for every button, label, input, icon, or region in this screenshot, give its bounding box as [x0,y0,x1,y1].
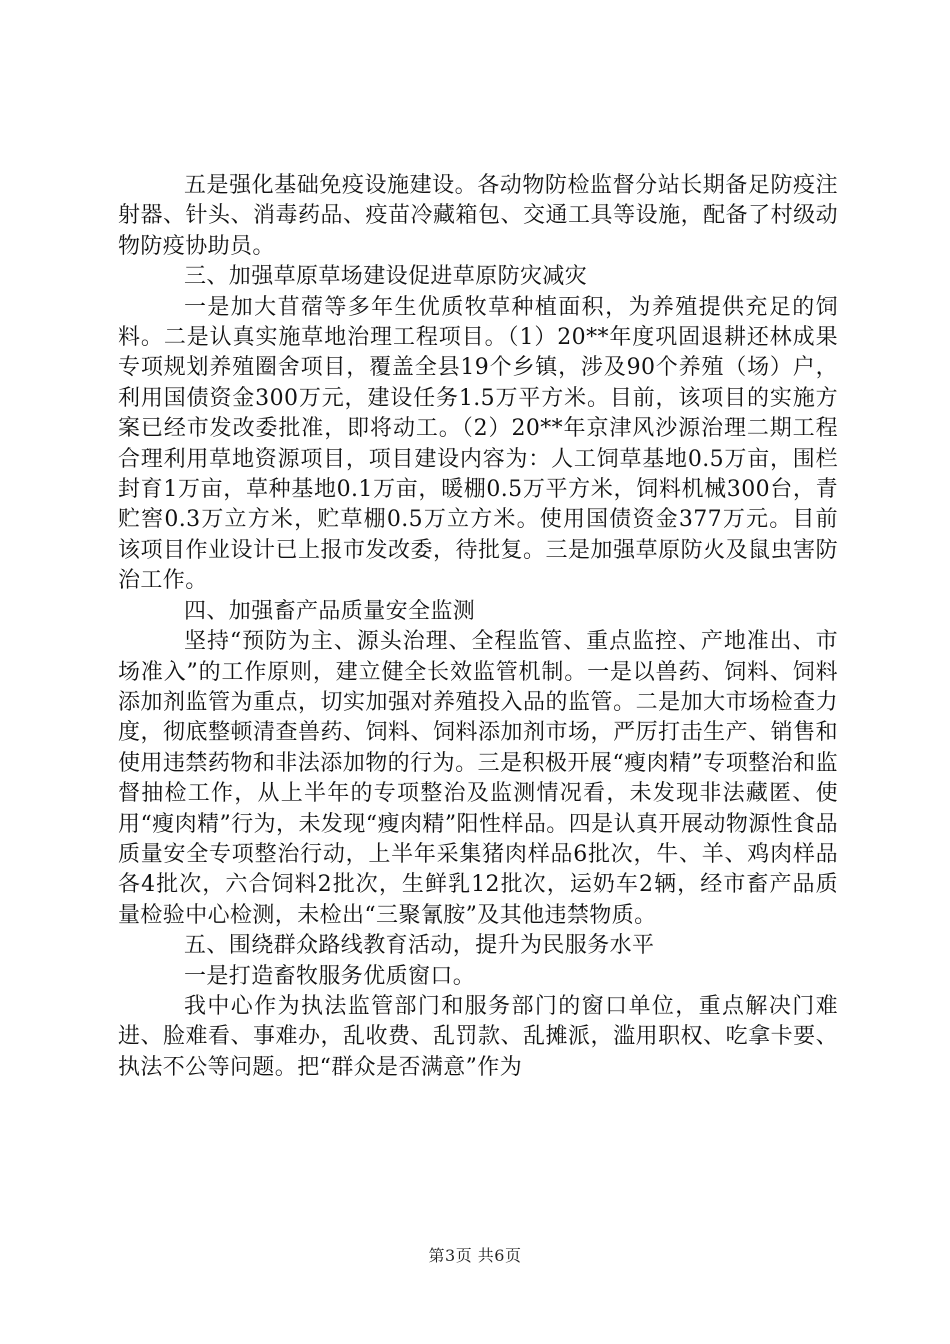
section-heading-quality-safety: 四、加强畜产品质量安全监测 [184,598,476,624]
paragraph-quality-monitoring: 坚持“预防为主、源头治理、全程监管、重点监控、产地准出、市场准入”的工作原则，建立健全长效监管机制。一是以兽药、饲料、饲料添加剂监管为重点，切实加强对养殖投入品的监管。二是加大市场检查力度，彻底整顿清查兽药、饲料、饲料添加剂市场，严厉打击生产、销售和使用违禁药物和非法添加物的行为。三是积极开展“瘦肉精”专项整治和监督抽检工作，从上半年的专项整治及监测情况看，未发现非法藏匿、使用“瘦肉精”行为，未发现“瘦肉精”阳性样品。四是认真开展动物源性食品质量安全专项整治行动，上半年采集猪肉样品6批次，牛、羊、鸡肉样品各4批次，六合饲料2批次，生鲜乳12批次，运奶车2辆，经市畜产品质量检验中心检测，未检出“三聚氰胺”及其他违禁物质。 [118,629,838,928]
document-body [118,171,838,1083]
section-heading-mass-line: 五、围绕群众路线教育活动，提升为民服务水平 [184,933,655,959]
paragraph-immunity-facilities: 五是强化基础免疫设施建设。各动物防检监督分站长期备足防疫注射器、针头、消毒药品、疫苗冷藏箱包、交通工具等设施，配备了村级动物防疫协助员。 [118,173,838,259]
section-heading-grassland: 三、加强草原草场建设促进草原防灾减灾 [184,264,588,290]
paragraph-service-window: 我中心作为执法监管部门和服务部门的窗口单位，重点解决门难进、脸难看、事难办，乱收费、乱罚款、乱摊派，滥用职权、吃拿卡要、执法不公等问题。把“群众是否满意”作为 [118,993,838,1080]
paragraph-grassland-projects: 一是加大苜蓿等多年生优质牧草种植面积，为养殖提供充足的饲料。二是认真实施草地治理工程项目。（1）20**年度巩固退耕还林成果专项规划养殖圈舍项目，覆盖全县19个乡镇，涉及90个养殖（场）户，利用国债资金300万元，建设任务1.5万平方米。目前，该项目的实施方案已经市发改委批准，即将动工。（2）20**年京津风沙源治理二期工程合理利用草地资源项目，项目建设内容为：人工饲草基地0.5万亩，围栏封育1万亩，草种基地0.1万亩，暖棚0.5万平方米，饲料机械300台，青贮窖0.3万立方米，贮草棚0.5万立方米。使用国债资金377万元。目前该项目作业设计已上报市发改委，待批复。三是加强草原防火及鼠虫害防治工作。 [118,294,838,594]
subheading-service-window: 一是打造畜牧服务优质窗口。 [184,963,476,989]
page-number-footer: 第3页 共6页 [428,1246,522,1265]
